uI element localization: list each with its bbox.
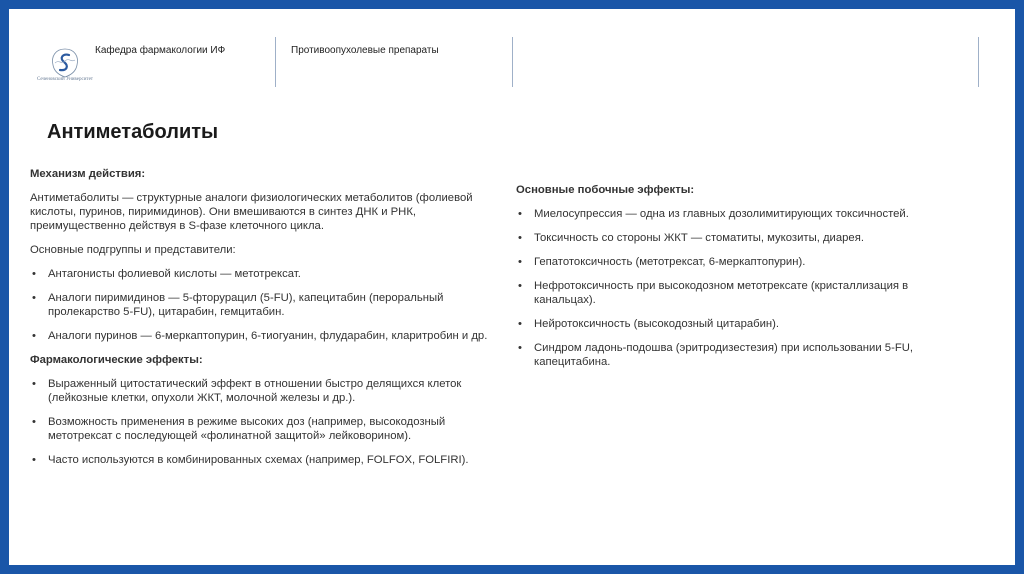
list-item: • Токсичность со стороны ЖКТ — стоматиты, мукозиты, диарея. [516,231,961,245]
header-divider [512,37,513,87]
topic-label: Противоопухолевые препараты [291,45,439,56]
side-effects-heading: Основные побочные эффекты: [516,184,695,196]
side-effects-list [516,207,961,369]
header-divider [275,37,276,87]
subgroups-intro: Основные подгруппы и представители: [30,244,236,256]
list-item: • Часто используются в комбинированных схемах (например, FOLFOX, FOLFIRI). [30,453,505,467]
list-item: • Аналоги пиримидинов — 5-фторурацил (5-FU), капецитабин (пероральный пролекарство 5-FU), цитарабин, гемцитабин. [30,291,505,319]
page-title: Антиметаболиты [47,121,219,143]
header-divider [978,37,979,87]
logo-caption: Сеченовский Университет [37,77,93,82]
list-item: • Аналоги пуринов — 6-меркаптопурин, 6-тиогуанин, флударабин, кларитробин и др. [30,329,505,343]
university-logo-icon [45,45,85,93]
effects-heading: Фармакологические эффекты: [30,354,203,366]
left-column [30,167,505,477]
subgroups-list [30,267,505,343]
list-item: • Гепатотоксичность (метотрексат, 6-меркаптопурин). [516,255,961,269]
list-item: • Нефротоксичность при высокодозном метотрексате (кристаллизация в канальцах). [516,279,961,307]
list-item: • Нейротоксичность (высокодозный цитарабин). [516,317,961,331]
slide [9,9,1015,565]
mechanism-heading: Механизм действия: [30,168,146,180]
list-item: • Антагонисты фолиевой кислоты — метотрексат. [30,267,505,281]
right-column [516,183,961,379]
list-item: • Синдром ладонь-подошва (эритродизестезия) при использовании 5-FU, капецитабина. [516,341,961,369]
list-item: • Выраженный цитостатический эффект в отношении быстро делящихся клеток (лейкозные клетки, опухоли ЖКТ, молочной железы и др.). [30,377,505,405]
list-item: • Миелосупрессия — одна из главных дозолимитирующих токсичностей. [516,207,961,221]
list-item: • Возможность применения в режиме высоких доз (например, высокодозный метотрексат с последующей «фолинатной защитой» лейковорином). [30,415,505,443]
effects-list [30,377,505,467]
mechanism-text: Антиметаболиты — структурные аналоги физиологических метаболитов (фолиевой кислоты, пуринов, пиримидинов). Они вмешиваются в синтез ДНК и РНК, преимущественно действуя в S-фазе клеточного цикла. [30,192,473,232]
department-label: Кафедра фармакологии ИФ [95,45,226,56]
